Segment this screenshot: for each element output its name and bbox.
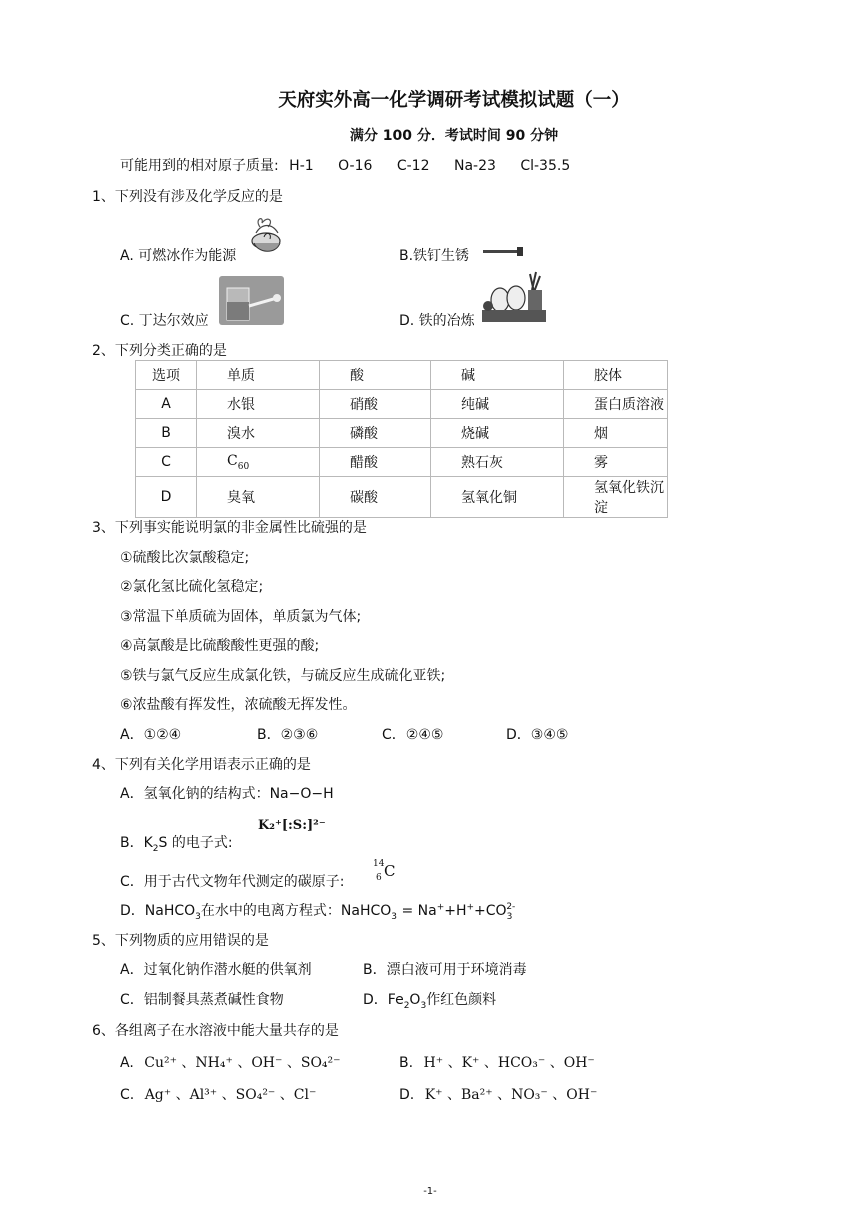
table-row: [136, 448, 668, 477]
q4-b-prefix: B．K: [120, 835, 153, 851]
q4-option-b: [120, 832, 233, 854]
table-cell: 水银: [197, 390, 320, 419]
table-header-row: [136, 361, 668, 390]
q1-option-c: C. 丁达尔效应: [120, 313, 209, 329]
q3-stem: 3、下列事实能说明氯的非金属性比硫强的是: [92, 520, 367, 536]
subscript: 3: [420, 1000, 427, 1011]
q5-option-c: C．铝制餐具蒸煮碱性食物: [120, 992, 284, 1008]
q4-stem: 4、下列有关化学用语表示正确的是: [92, 757, 311, 773]
table-cell: 溴水: [197, 419, 320, 448]
option-label: D.: [399, 1087, 415, 1103]
superscript: +: [436, 902, 445, 913]
page-title: 天府实外高一化学调研考试模拟试题（一）: [278, 90, 630, 111]
burning-ice-image: [246, 213, 286, 261]
q4-d-text: = Na: [397, 903, 437, 919]
q3-statement: ④高氯酸是比硫酸酸性更强的酸;: [120, 638, 320, 654]
q3-statement: ①硫酸比次氯酸稳定;: [120, 550, 250, 566]
table-cell: A: [136, 390, 197, 419]
q6-stem: 6、各组离子在水溶液中能大量共存的是: [92, 1023, 339, 1039]
q4-option-c: C．用于古代文物年代测定的碳原子:: [120, 874, 345, 890]
q3-option-c: C．②④⑤: [382, 727, 444, 743]
q3-option-b: B．②③⑥: [257, 727, 319, 743]
subscript: 2: [403, 1000, 410, 1011]
q4-d-text: 在水中的电离方程式：NaHCO: [200, 903, 392, 919]
option-label: C.: [120, 1087, 135, 1103]
table-cell: 蛋白质溶液: [564, 390, 668, 419]
q1-stem: 1、下列没有涉及化学反应的是: [92, 189, 283, 205]
q5-option-a: A．过氧化钠作潜水艇的供氧剂: [120, 962, 312, 978]
table-cell: B: [136, 419, 197, 448]
q5-option-b: B．漂白液可用于环境消毒: [363, 962, 527, 978]
superscript: +: [466, 902, 475, 913]
table-row: [136, 477, 668, 518]
table-cell: 磷酸: [320, 419, 431, 448]
page-number: -1-: [423, 1186, 437, 1197]
q4-d-text: +CO: [474, 903, 507, 919]
q4-b-suffix: S 的电子式:: [158, 835, 233, 851]
table-cell: 臭氧: [197, 477, 320, 518]
subscript: 2: [152, 843, 159, 854]
q4-d-text: D．NaHCO: [120, 903, 196, 919]
table-cell: 氢氧化铁沉淀: [564, 477, 668, 518]
q6-option-c: [120, 1084, 316, 1104]
table-cell: 烟: [564, 419, 668, 448]
q5-d-text: D．Fe: [363, 992, 404, 1008]
nuclide-symbol: C: [384, 862, 396, 880]
table-row: [136, 390, 668, 419]
tyndall-effect-image: [219, 276, 284, 325]
iron-smelting-image: [478, 270, 550, 326]
table-cell-c60: $C_{60}$: [197, 448, 320, 477]
q5-d-text: 作红色颜料: [426, 992, 497, 1008]
exam-info: 满分 100 分．考试时间 90 分钟: [349, 128, 559, 144]
table-cell: 氢氧化铜: [431, 477, 564, 518]
q2-stem: 2、下列分类正确的是: [92, 343, 227, 359]
table-header-cell: 酸: [320, 361, 431, 390]
subscript: 3: [391, 911, 397, 922]
q1-option-a: A. 可燃冰作为能源: [120, 248, 237, 264]
superscript: 2-: [506, 902, 516, 913]
table-cell: 纯碱: [431, 390, 564, 419]
mass-item: C-12: [396, 158, 430, 174]
q3-statement: ⑤铁与氯气反应生成氯化铁，与硫反应生成硫化亚铁;: [120, 668, 446, 684]
table-cell: 碳酸: [320, 477, 431, 518]
subscript: 3: [195, 911, 201, 922]
q5-stem: 5、下列物质的应用错误的是: [92, 933, 269, 949]
q3-statement: ②氯化氢比硫化氢稳定;: [120, 579, 264, 595]
atomic-masses: [120, 155, 590, 175]
q1-option-b: B.铁钉生锈: [399, 248, 470, 264]
q4-option-a: A．氢氧化钠的结构式：Na−O−H: [120, 786, 334, 802]
table-header-cell: 胶体: [564, 361, 668, 390]
q5-option-d: [363, 989, 496, 1011]
table-header-cell: 碱: [431, 361, 564, 390]
q3-statement: ③常温下单质硫为固体，单质氯为气体;: [120, 609, 362, 625]
table-header-cell: 单质: [197, 361, 320, 390]
q3-option-d: D．③④⑤: [506, 727, 569, 743]
table-cell: 硝酸: [320, 390, 431, 419]
q1-option-d: D. 铁的冶炼: [399, 313, 475, 329]
ion-list: Ag⁺ 、Al³⁺ 、SO₄²⁻ 、Cl⁻: [144, 1087, 317, 1103]
q6-option-a: [120, 1052, 341, 1072]
option-label: B.: [399, 1055, 414, 1071]
mass-item: Na-23: [453, 158, 496, 174]
table-cell: 醋酸: [320, 448, 431, 477]
q3-statement: ⑥浓盐酸有挥发性，浓硫酸无挥发性。: [120, 697, 357, 713]
nuclide-mass-number: 14: [373, 859, 385, 869]
nuclide-atomic-number: 6: [376, 873, 382, 883]
subscript: 3: [506, 911, 513, 922]
ion-list: H⁺ 、K⁺ 、HCO₃⁻ 、OH⁻: [423, 1055, 595, 1071]
mass-item: Cl-35.5: [520, 158, 571, 174]
classification-table: [135, 360, 668, 518]
ion-list: K⁺ 、Ba²⁺ 、NO₃⁻ 、OH⁻: [424, 1087, 598, 1103]
q3-option-a: A．①②④: [120, 727, 182, 743]
ion-list: Cu²⁺ 、NH₄⁺ 、OH⁻ 、SO₄²⁻: [144, 1055, 341, 1071]
table-header-cell: 选项: [136, 361, 197, 390]
q6-option-d: [399, 1084, 597, 1104]
q5-d-text: O: [409, 992, 421, 1008]
mass-item: O-16: [338, 158, 373, 174]
option-label: A.: [120, 1055, 134, 1071]
q4-option-d: [120, 900, 515, 922]
q6-option-b: [399, 1052, 595, 1072]
masses-label: 可能用到的相对原子质量:: [120, 158, 279, 174]
table-row: [136, 419, 668, 448]
table-cell: 烧碱: [431, 419, 564, 448]
rusty-nail-image: [483, 247, 525, 257]
q4-d-text: +H: [444, 903, 467, 919]
table-cell: 雾: [564, 448, 668, 477]
table-cell: 熟石灰: [431, 448, 564, 477]
table-cell: C: [136, 448, 197, 477]
k2s-electron-formula: K₂⁺[:S:]²⁻: [258, 818, 326, 833]
mass-item: H-1: [289, 158, 314, 174]
table-cell: D: [136, 477, 197, 518]
